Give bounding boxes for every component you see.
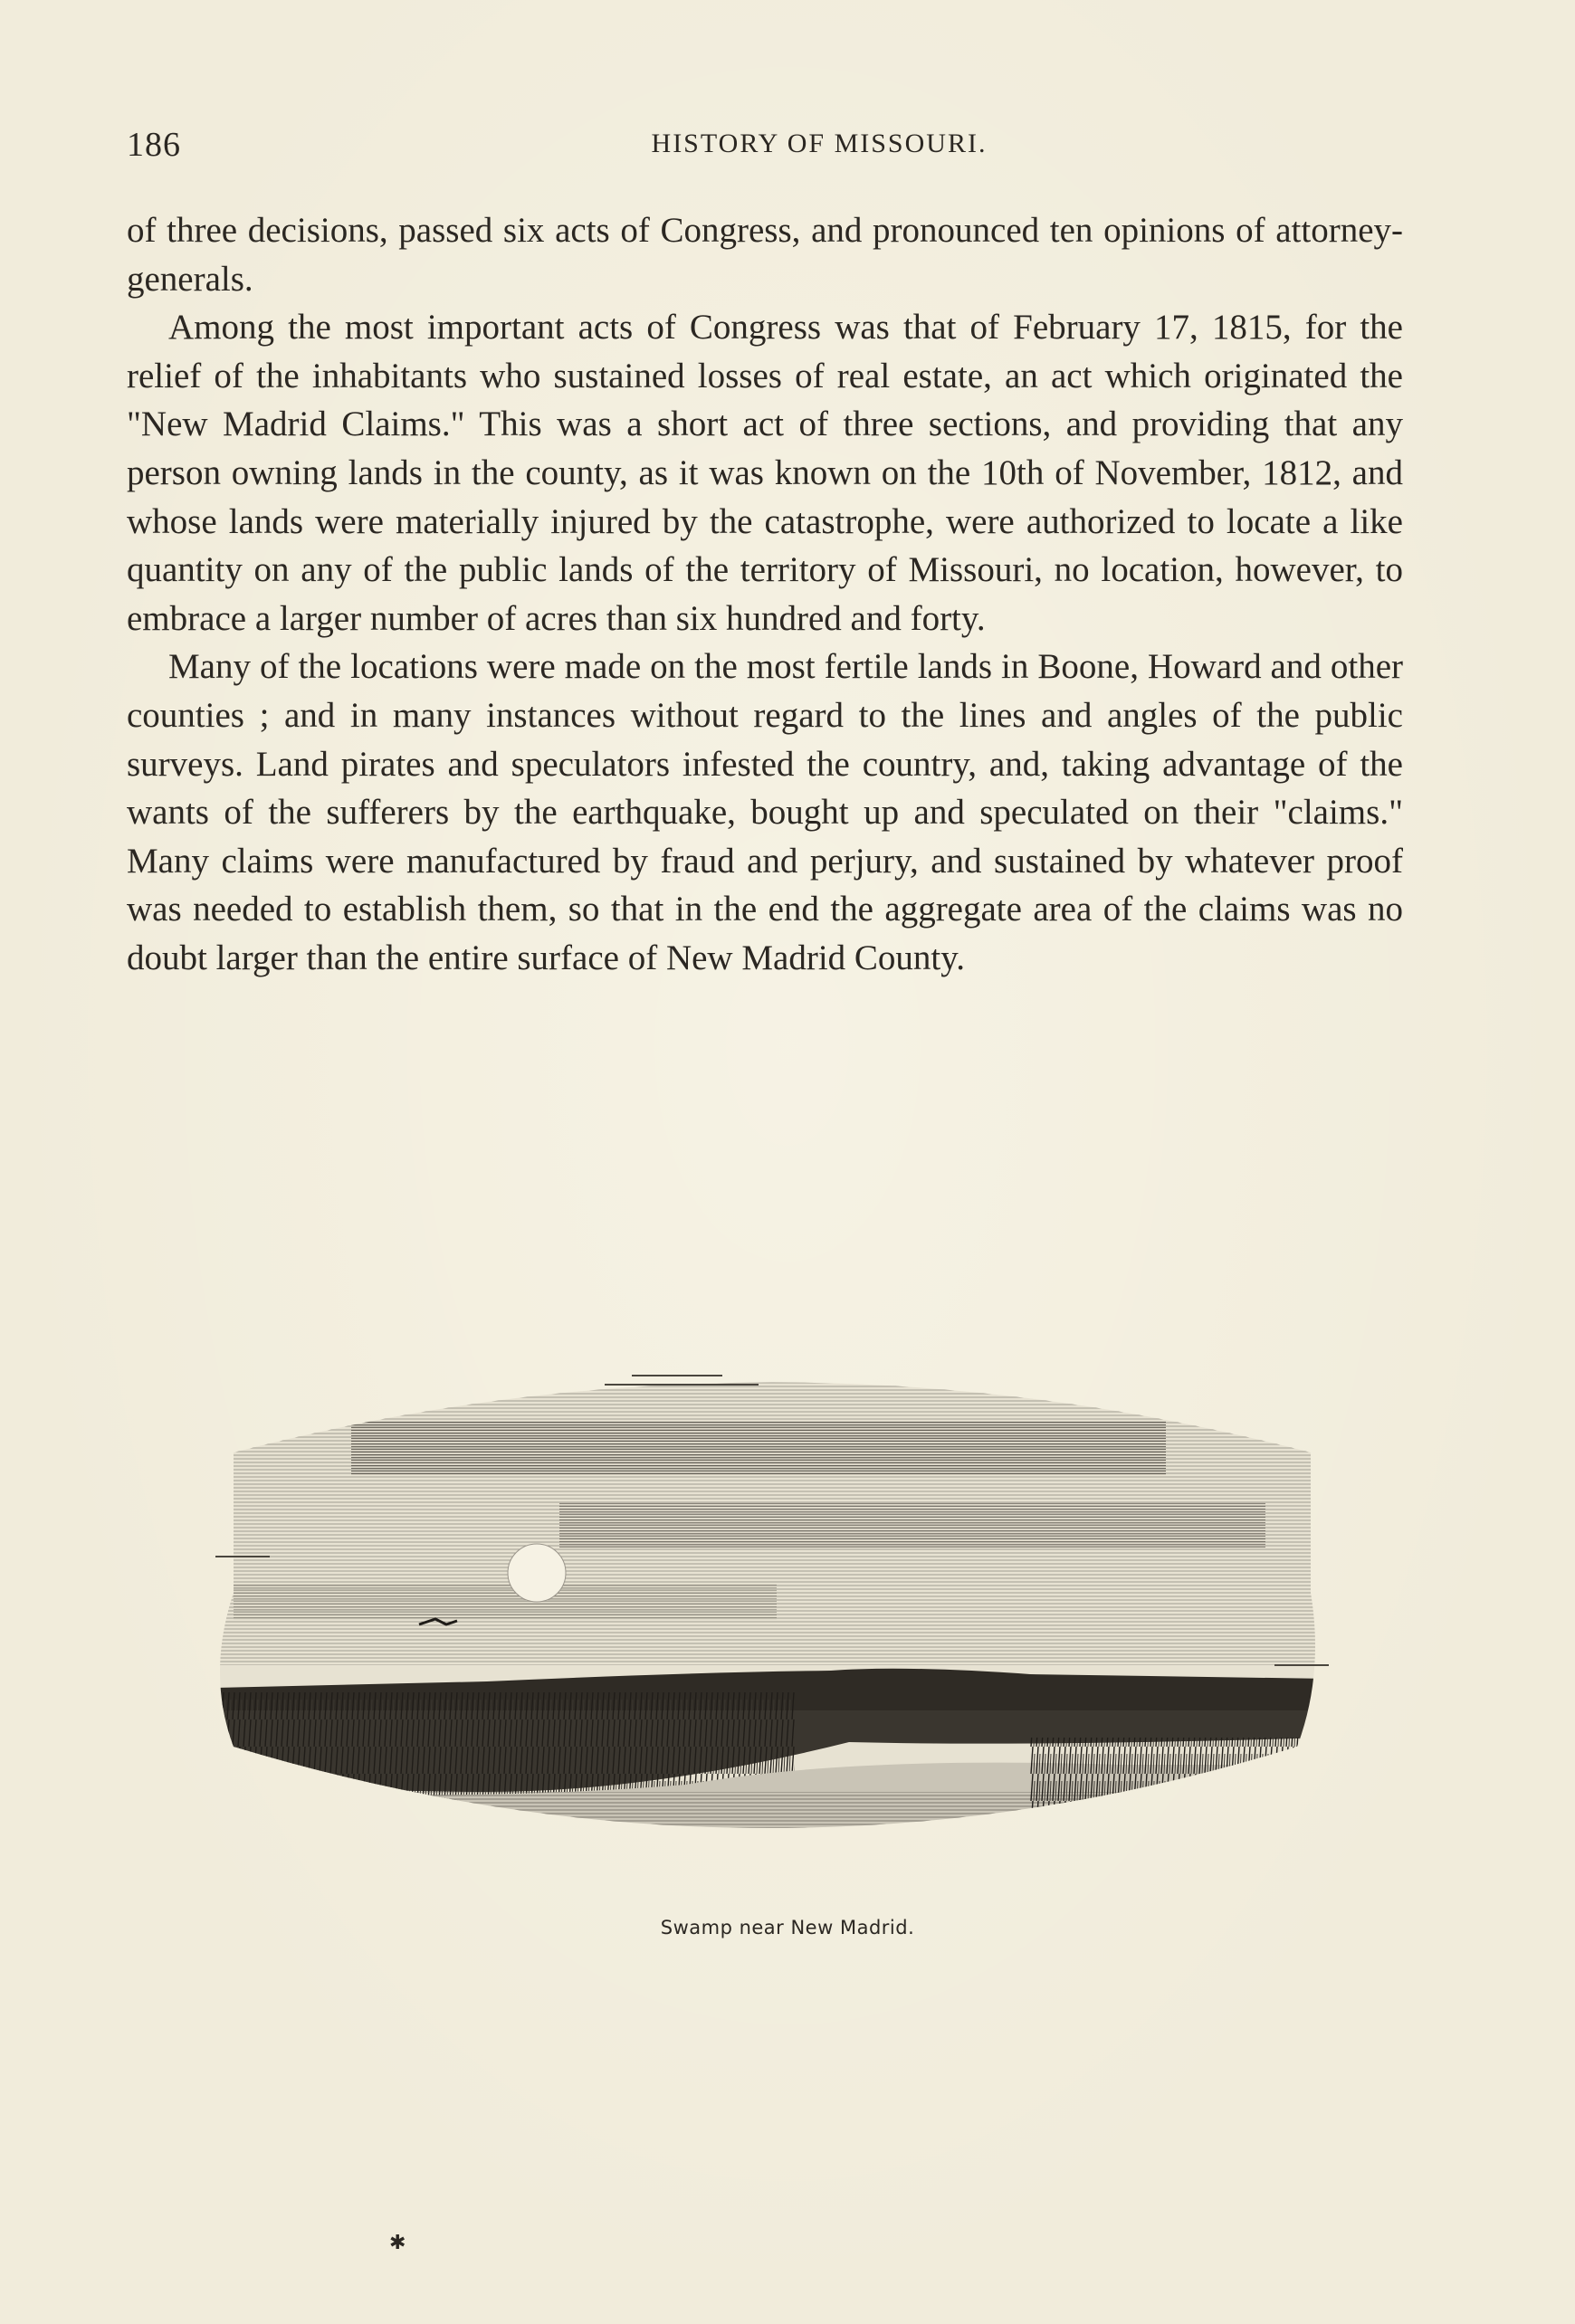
sky — [215, 1367, 1329, 1910]
paragraph-1: of three decisions, passed six acts of Congress, and pronounced ten opinions of attorney-generals. — [127, 211, 1403, 299]
paragraph-3: Many of the locations were made on the most fertile lands in Boone, Howard and other counties ; and in many instances without regard to the lines and angles of the public surveys. Land pirates and speculators infested the country, and, taking advantage of the wants of the sufferers by the earthquake, bought up and speculated on their "claims." Many claims were manufactured by fraud and perjury, and sustained by whatever proof was needed to establish them, so that in the end the aggregate area of the claims was no doubt larger than the entire surface of New Madrid County. — [127, 647, 1403, 977]
figure-caption: Swamp near New Madrid. — [660, 1917, 915, 1938]
page-number: 186 — [127, 126, 181, 164]
moon — [508, 1544, 566, 1602]
running-title: HISTORY OF MISSOURI. — [651, 129, 988, 158]
engraving-illustration — [215, 1367, 1329, 1910]
ink-speck: ✱ — [389, 2231, 406, 2253]
marsh — [215, 1669, 1329, 1910]
body-text — [127, 206, 1403, 983]
page-header — [127, 125, 1403, 170]
swamp-engraving — [215, 1367, 1329, 1910]
paragraph-2: Among the most important acts of Congress was that of February 17, 1815, for the relief of the inhabitants who sustained losses of real estate, an act which originated the "New Madrid Claims." This was a short act of three sections, and providing that any person owning lands in the county, as it was known on the 10th of November, 1812, and whose lands were materially injured by the catastrophe, were authorized to locate a like quantity on any of the public lands of the territory of Missouri, no location, however, to embrace a larger number of acres than six hundred and forty. — [127, 308, 1403, 638]
